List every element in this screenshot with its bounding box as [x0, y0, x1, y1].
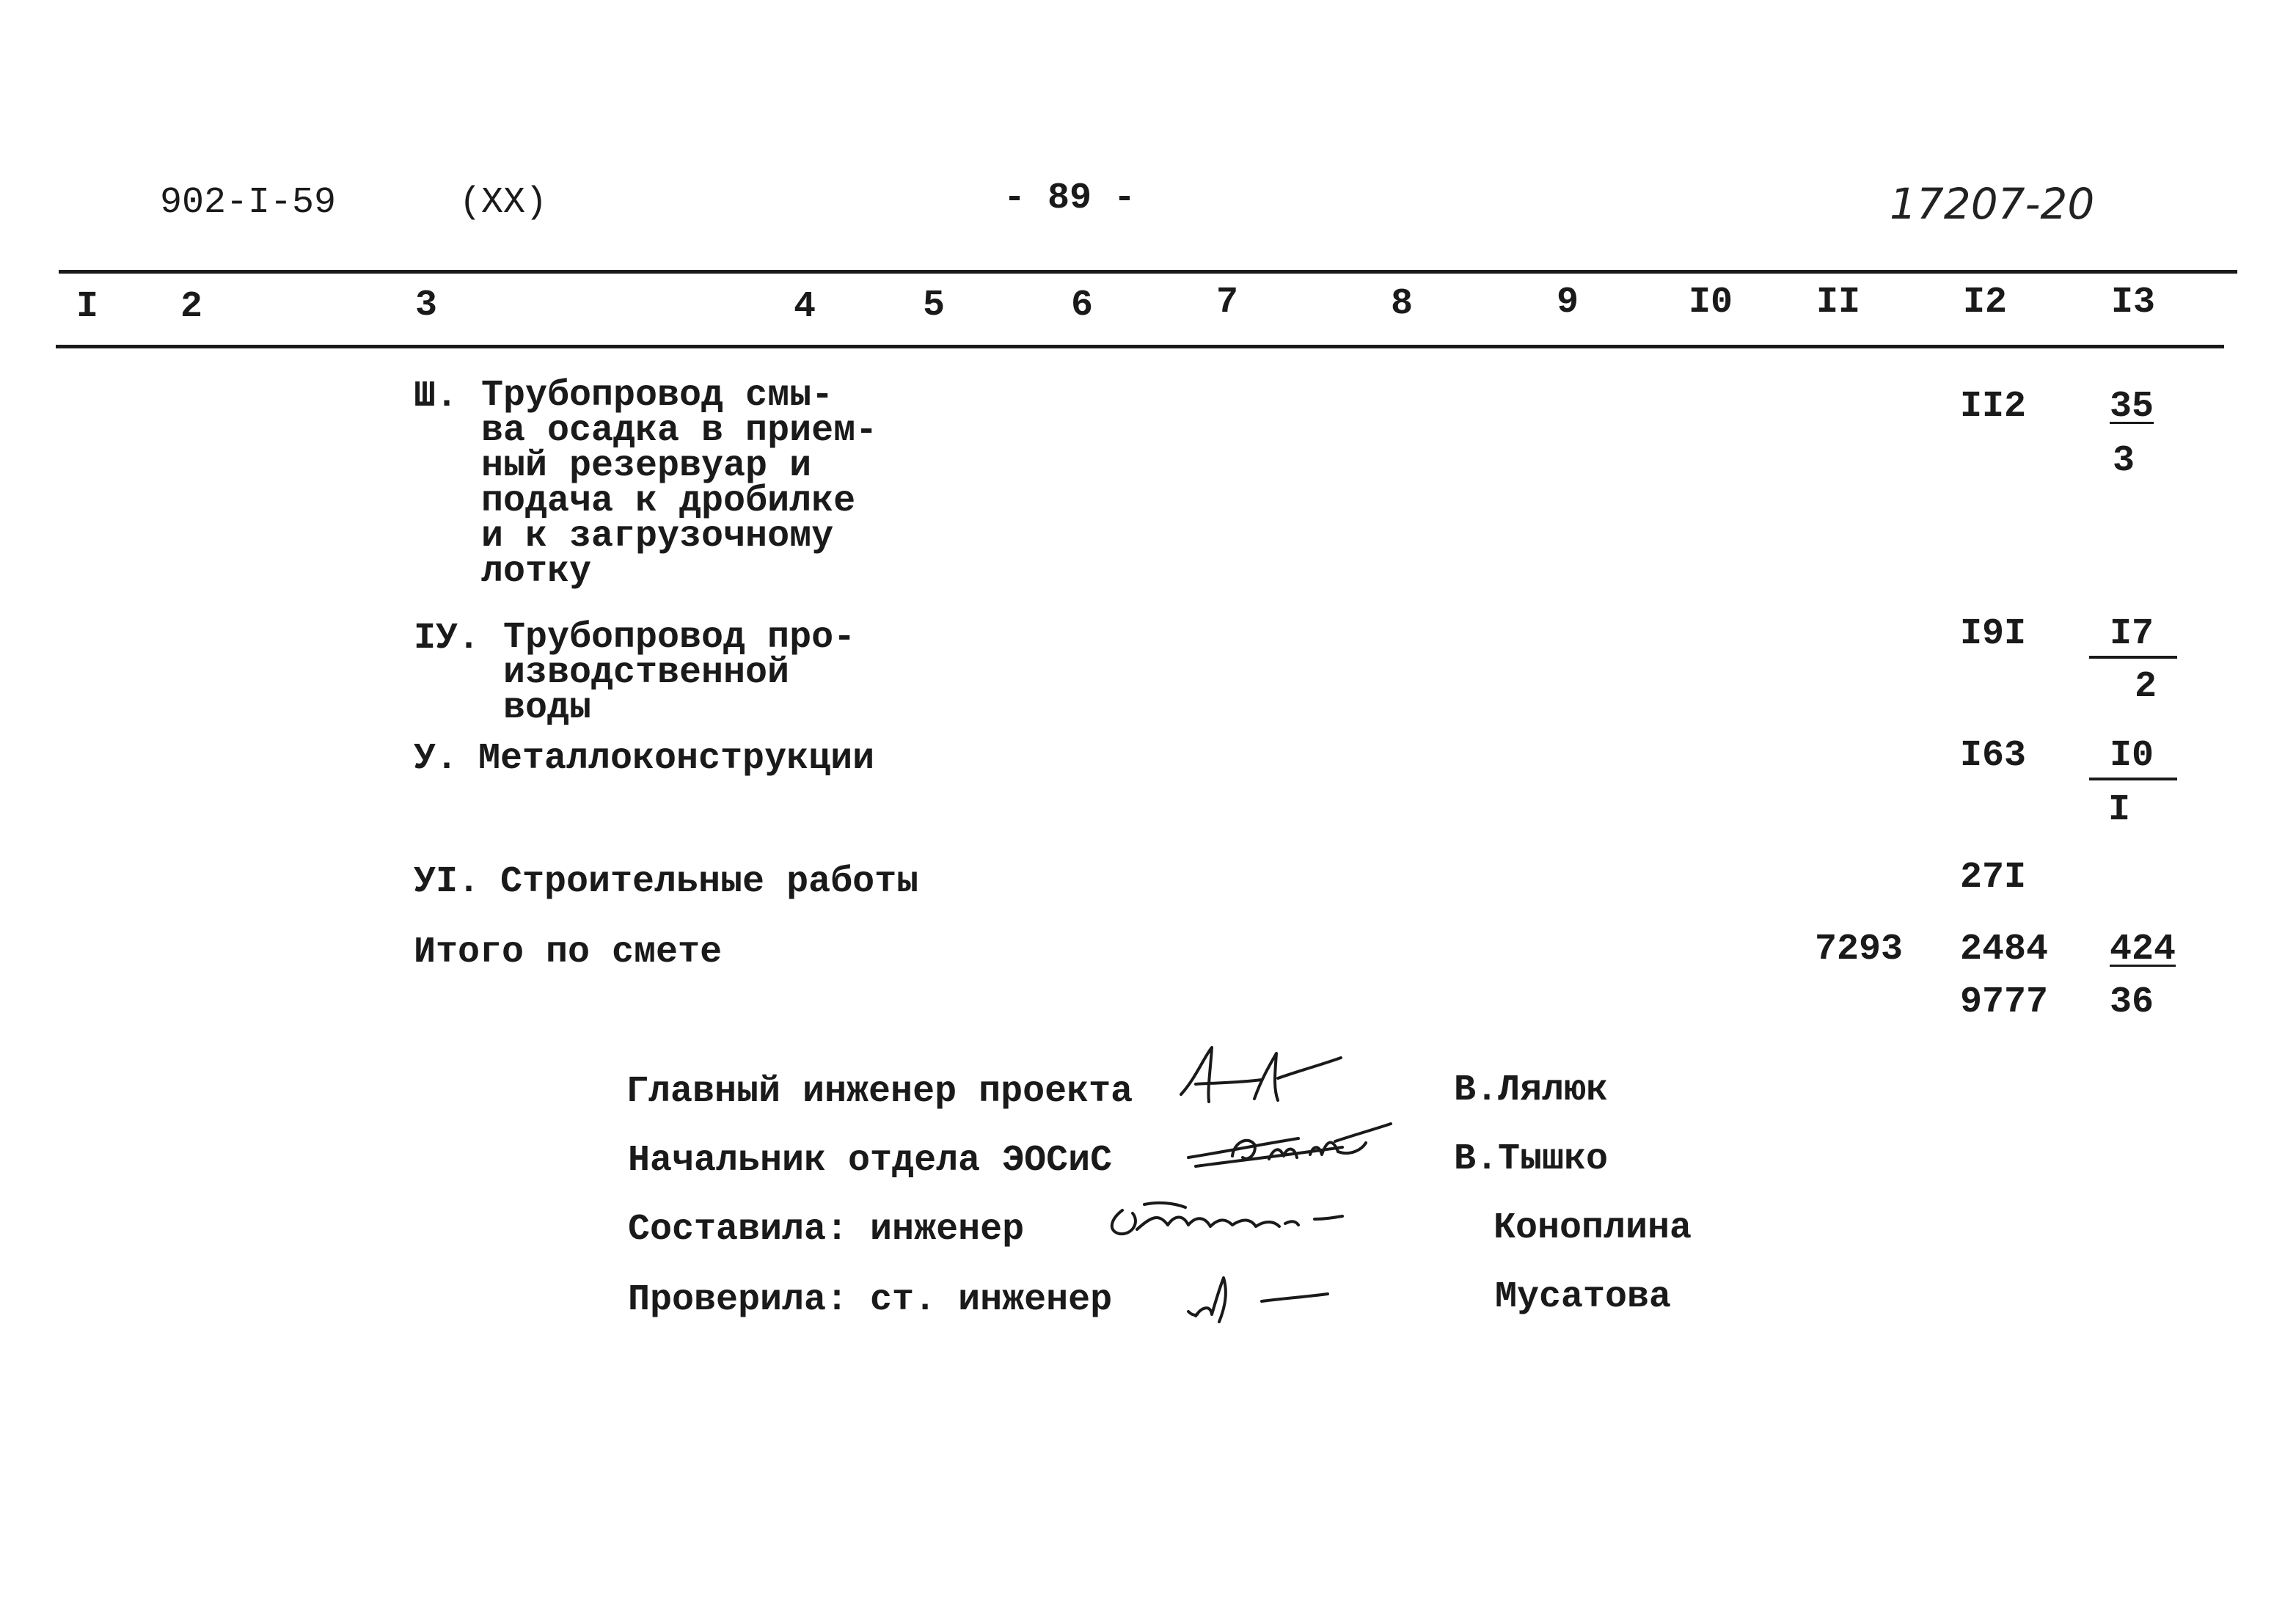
- row-title: Металлоконструкции: [478, 738, 875, 780]
- row-number: У.: [414, 738, 458, 780]
- column-header: I0: [1689, 282, 1733, 323]
- column-header: 2: [180, 286, 203, 328]
- row-title: Строительные работы: [500, 861, 919, 903]
- doc-code: 902-I-59: [160, 182, 337, 224]
- signature-name: В.Лялюк: [1454, 1069, 1609, 1111]
- signature-role: Проверила: ст. инженер: [628, 1279, 1113, 1321]
- registration-number: 17207-20: [1890, 179, 2095, 229]
- table-header-rule: [56, 345, 2224, 348]
- row-value-col13-bottom: 2: [2135, 666, 2157, 708]
- total-col11: 7293: [1815, 929, 1904, 970]
- column-header: II: [1816, 282, 1861, 323]
- column-header: I: [76, 286, 99, 328]
- total-label: Итого по смете: [414, 932, 723, 973]
- row-number: IУ.: [414, 618, 480, 659]
- row-value-col13-bottom: 3: [2113, 440, 2135, 482]
- handwritten-signature: [1181, 1108, 1394, 1174]
- fraction-line: [2089, 778, 2177, 780]
- total-col12-bottom: 9777: [1960, 981, 2049, 1023]
- row-value-col13-top: I7: [2110, 613, 2154, 655]
- row-title: Трубопровод про- изводственной воды: [503, 617, 856, 729]
- column-header: I2: [1963, 282, 2008, 323]
- column-header: 7: [1216, 282, 1239, 323]
- row-value-col12: I9I: [1960, 613, 2027, 655]
- handwritten-signature: [1181, 1260, 1342, 1334]
- handwritten-signature: [1174, 1042, 1350, 1115]
- signature-role: Составила: инженер: [628, 1209, 1025, 1251]
- signature-name: Коноплина: [1494, 1207, 1692, 1249]
- column-header: 6: [1071, 285, 1094, 326]
- signature-name: Мусатова: [1495, 1276, 1672, 1318]
- row-value-col13-top: I0: [2110, 735, 2154, 777]
- signature-role: Главный инженер проекта: [626, 1071, 1133, 1113]
- row-value-col13-bottom: I: [2108, 789, 2131, 831]
- page-number: - 89 -: [1003, 178, 1136, 219]
- handwritten-signature: [1100, 1187, 1350, 1253]
- total-col13-bottom: 36: [2110, 981, 2154, 1023]
- column-header: 4: [794, 286, 816, 328]
- column-header: I3: [2111, 282, 2156, 323]
- signature-name: В.Тышко: [1454, 1138, 1609, 1180]
- row-value-col12: I63: [1960, 735, 2027, 777]
- table-top-rule: [59, 270, 2237, 274]
- total-col12-top: 2484: [1960, 929, 2049, 970]
- fraction-line: [2089, 656, 2177, 659]
- row-value-col12: 27I: [1960, 857, 2027, 899]
- column-header: 5: [923, 285, 946, 326]
- section-label: (XX): [459, 182, 548, 224]
- column-header: 3: [415, 285, 438, 326]
- total-col13-top: 424: [2110, 929, 2176, 970]
- row-value-col13-top: 35: [2110, 386, 2154, 428]
- row-number: Ш.: [414, 376, 458, 417]
- column-header: 8: [1391, 283, 1414, 325]
- row-number: УI.: [414, 861, 480, 903]
- signature-role: Начальник отдела ЭОСиС: [628, 1140, 1113, 1182]
- row-title: Трубопровод смы- ва осадка в прием- ный резервуар и подача к дробилке и к загрузочному лотку: [481, 375, 878, 593]
- column-header: 9: [1557, 282, 1579, 323]
- row-value-col12: II2: [1960, 386, 2027, 428]
